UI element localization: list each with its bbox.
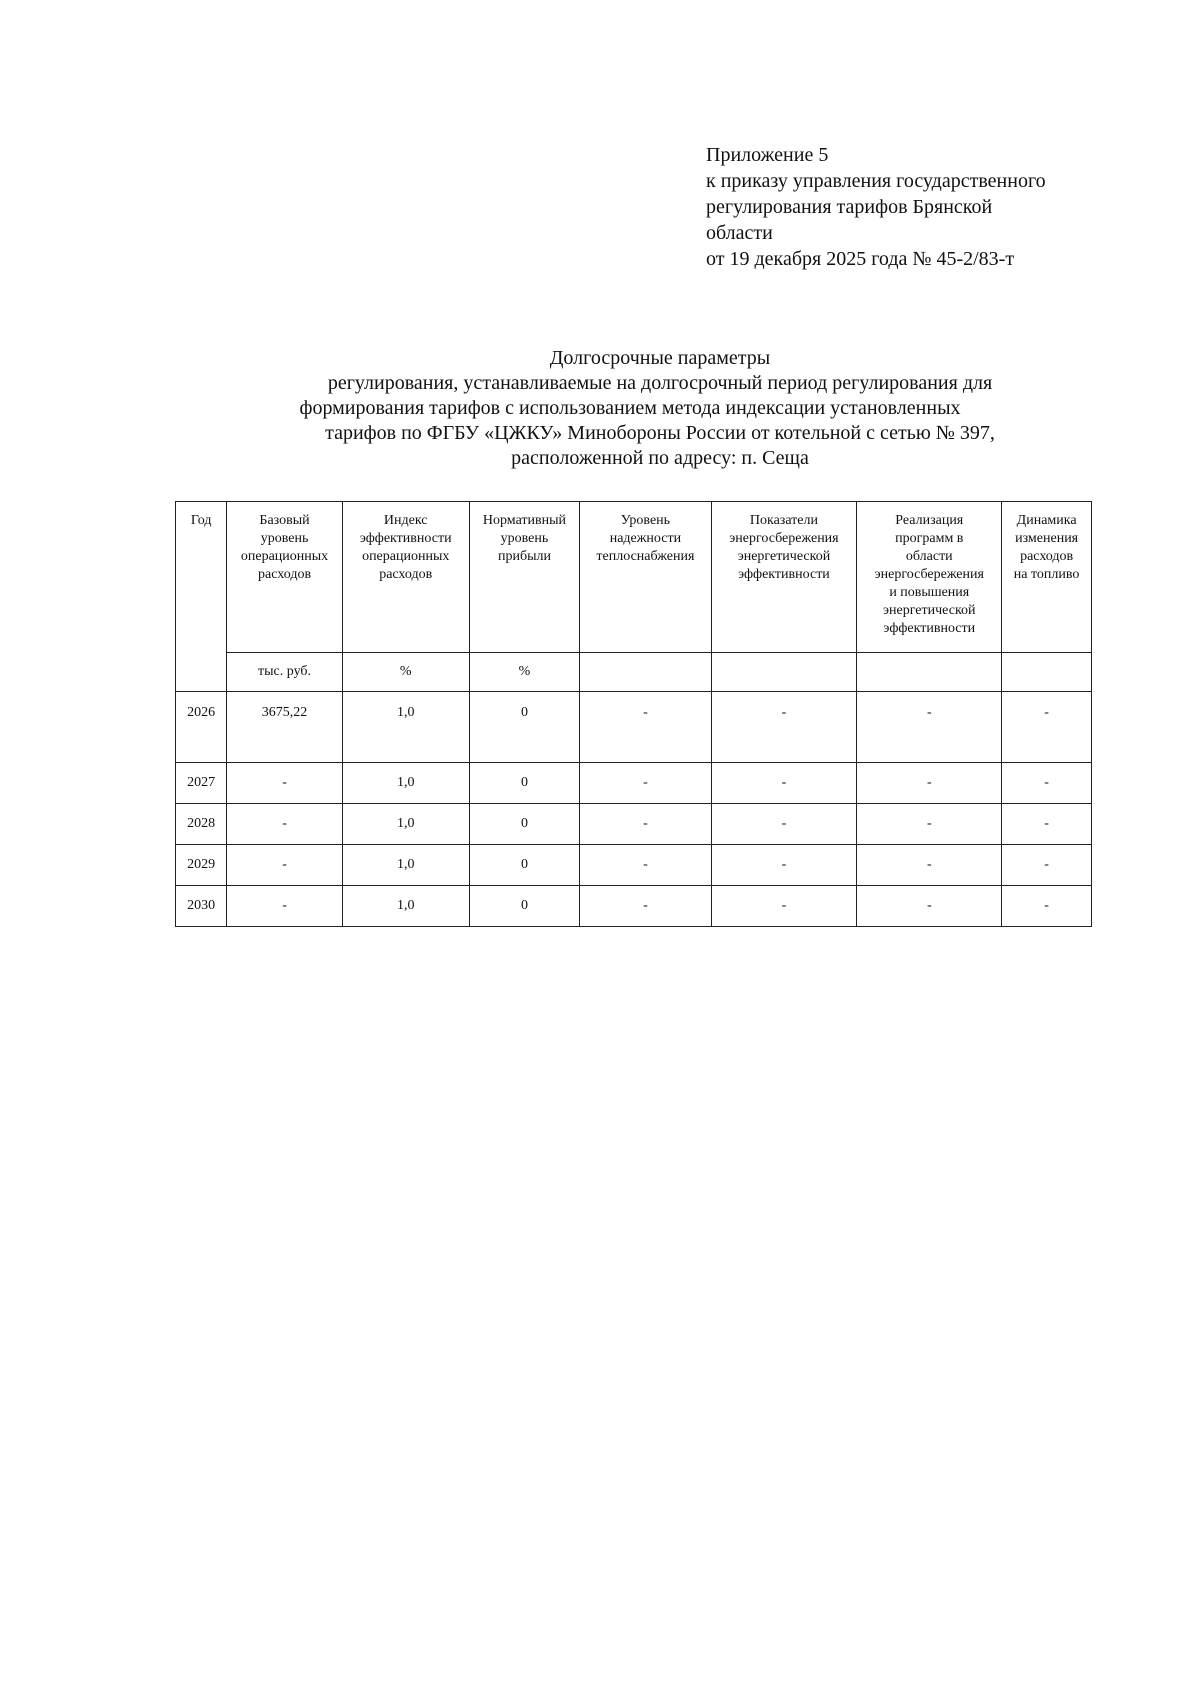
table-units-row xyxy=(176,653,1092,692)
unit-index: % xyxy=(342,653,469,692)
cell-energy: - xyxy=(711,804,857,845)
cell-fuel: - xyxy=(1002,886,1092,927)
table-row xyxy=(176,804,1092,845)
cell-year: 2028 xyxy=(176,804,227,845)
table-row xyxy=(176,692,1092,763)
cell-base: - xyxy=(227,763,342,804)
unit-profit: % xyxy=(469,653,580,692)
title-line: расположенной по адресу: п. Сеща xyxy=(511,447,809,469)
title-line: тарифов по ФГБУ «ЦЖКУ» Минобороны России от котельной с сетью № 397, xyxy=(325,422,995,444)
cell-year: 2027 xyxy=(176,763,227,804)
header-reliability: Уровень надежности теплоснабжения xyxy=(580,502,711,653)
unit-empty xyxy=(1002,653,1092,692)
cell-index: 1,0 xyxy=(342,845,469,886)
cell-programs: - xyxy=(857,692,1002,763)
cell-profit: 0 xyxy=(469,692,580,763)
cell-fuel: - xyxy=(1002,763,1092,804)
parameters-table xyxy=(175,501,1092,927)
table-row xyxy=(176,763,1092,804)
unit-base: тыс. руб. xyxy=(227,653,342,692)
cell-fuel: - xyxy=(1002,692,1092,763)
header-programs: Реализация программ в области энергосбережения и повышения энергетической эффективности xyxy=(857,502,1002,653)
cell-year: 2026 xyxy=(176,692,227,763)
cell-reliability: - xyxy=(580,804,711,845)
cell-reliability: - xyxy=(580,763,711,804)
cell-index: 1,0 xyxy=(342,763,469,804)
cell-energy: - xyxy=(711,763,857,804)
header-efficiency-index: Индекс эффективности операционных расходов xyxy=(342,502,469,653)
cell-base: - xyxy=(227,845,342,886)
header-energy-saving: Показатели энергосбережения энергетической эффективности xyxy=(711,502,857,653)
cell-programs: - xyxy=(857,804,1002,845)
unit-empty xyxy=(580,653,711,692)
cell-index: 1,0 xyxy=(342,692,469,763)
header-base-opex: Базовый уровень операционных расходов xyxy=(227,502,342,653)
cell-energy: - xyxy=(711,845,857,886)
document-title xyxy=(160,346,1160,471)
title-line: регулирования, устанавливаемые на долгосрочный период регулирования для xyxy=(327,372,993,394)
cell-energy: - xyxy=(711,886,857,927)
appendix-line: от 19 декабря 2025 года № 45-2/83-т xyxy=(706,248,1015,270)
appendix-line: области xyxy=(706,222,773,244)
table-row xyxy=(176,845,1092,886)
cell-profit: 0 xyxy=(469,804,580,845)
cell-programs: - xyxy=(857,845,1002,886)
table-row xyxy=(176,886,1092,927)
appendix-line: Приложение 5 xyxy=(706,144,829,166)
cell-energy: - xyxy=(711,692,857,763)
cell-reliability: - xyxy=(580,886,711,927)
unit-empty xyxy=(711,653,857,692)
cell-base: 3675,22 xyxy=(227,692,342,763)
header-fuel-dynamics: Динамика изменения расходов на топливо xyxy=(1002,502,1092,653)
cell-fuel: - xyxy=(1002,804,1092,845)
cell-profit: 0 xyxy=(469,763,580,804)
cell-base: - xyxy=(227,886,342,927)
cell-year: 2030 xyxy=(176,886,227,927)
cell-reliability: - xyxy=(580,845,711,886)
header-year: Год xyxy=(176,502,227,692)
appendix-line: к приказу управления государственного xyxy=(706,170,1046,192)
cell-index: 1,0 xyxy=(342,804,469,845)
cell-programs: - xyxy=(857,763,1002,804)
cell-profit: 0 xyxy=(469,886,580,927)
appendix-line: регулирования тарифов Брянской xyxy=(706,196,993,218)
cell-year: 2029 xyxy=(176,845,227,886)
cell-fuel: - xyxy=(1002,845,1092,886)
title-line: формирования тарифов с использованием метода индексации установленных xyxy=(299,397,961,419)
header-profit-level: Нормативный уровень прибыли xyxy=(469,502,580,653)
appendix-block xyxy=(706,142,1046,272)
cell-index: 1,0 xyxy=(342,886,469,927)
unit-empty xyxy=(857,653,1002,692)
cell-programs: - xyxy=(857,886,1002,927)
cell-reliability: - xyxy=(580,692,711,763)
cell-base: - xyxy=(227,804,342,845)
title-line: Долгосрочные параметры xyxy=(549,347,771,369)
table-header-row xyxy=(176,502,1092,653)
cell-profit: 0 xyxy=(469,845,580,886)
